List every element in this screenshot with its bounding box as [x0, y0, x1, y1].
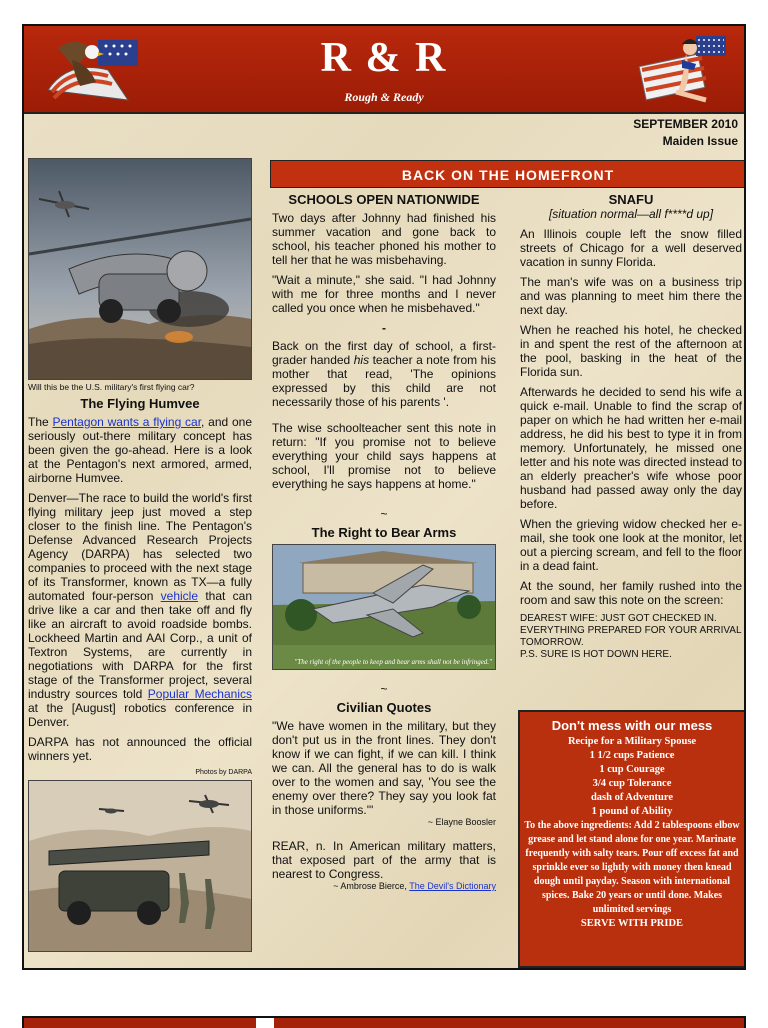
snafu-headline: SNAFU	[608, 192, 654, 207]
schools-paragraph-2: "Wait a minute," she said. "I had Johnny with me for three months and I never called you once when he misbehaved."	[272, 273, 496, 315]
masthead	[24, 26, 744, 114]
flying-car-caption: Will this be the U.S. military's first flying car?	[28, 382, 195, 392]
flying-car-photo	[28, 158, 252, 380]
next-page-red-bar-left	[24, 1018, 256, 1028]
recipe-line: 1 1/2 cups Patience	[589, 750, 675, 761]
column-homefront	[272, 158, 496, 897]
recipe-closing: SERVE WITH PRIDE	[580, 918, 684, 929]
humvee-paragraph-2	[28, 491, 252, 729]
pentagon-flying-car-link[interactable]: Pentagon wants a flying car	[52, 415, 202, 429]
text-run: Back on the first day of school, a first-grader handed	[272, 339, 496, 367]
recipe-instructions: To the above ingredients: Add 2 tablespoons elbow grease and let stand alone for one year. Marinate frequently with salty tears. Pour off excess fat and sprinkle ever so lightly with money then knead dough until payday. Season with international spices. Bake 20 years or until done. Makes unlimited servings	[524, 820, 740, 915]
recipe-box	[518, 710, 746, 968]
humvee-paragraph-3: DARPA has not announced the official winners yet.	[28, 735, 252, 763]
recipe-line: 1 pound of Ability	[591, 806, 673, 817]
quote-boosler: "We have women in the military, but they don't put us in the front lines. They don't know if we can fight, if we can kill. I think we can. All the general has to do is walk over to the women and say, 'You see the enemy over there? They say you look fat in those uniforms.'"	[272, 719, 496, 817]
masthead-title: R & R	[320, 35, 448, 81]
jet-on-lawn-photo	[272, 544, 496, 670]
recipe-headline: Don't mess with our mess	[551, 718, 713, 733]
recipe-line: Recipe for a Military Spouse	[567, 736, 697, 747]
issue-date: SEPTEMBER 2010	[633, 117, 738, 131]
jet-photo-frame	[272, 544, 496, 670]
issue-info	[633, 116, 738, 150]
recipe-line: dash of Adventure	[590, 792, 674, 803]
text-run: teacher a note from his mother that read, 'The opinions expressed by this child are not necessarily those of his parents '.	[272, 353, 496, 409]
next-page-edge	[22, 1016, 746, 1028]
recipe-line: 1 cup Courage	[599, 764, 665, 775]
snafu-subtitle: [situation normal—all f****d up]	[548, 207, 714, 221]
quote-bierce-signature	[272, 881, 496, 891]
jet-photo-caption: "The right of the people to keep and bear arms shall not be infringed."	[294, 658, 492, 666]
text-run: at the [August] robotics conference in Denver.	[28, 701, 252, 729]
text-run: ~ Ambrose Bierce,	[333, 881, 410, 891]
text-run: that can drive like a car and then take off and fly like an aircraft to avoid roadside bombs. Lockheed Martin and AAI Corp., a unit of Textron Systems, are currently in negotiations with DARPA for the first stage of the Transformer project, several industry sources told	[28, 589, 252, 701]
separator-tilde-2: ~	[380, 682, 388, 696]
next-page-red-bar-right	[274, 1018, 744, 1028]
schools-paragraph-4: The wise schoolteacher sent this note in return: "If you promise not to believe everything your child says happens at school, I'll promise not to believe everything he says happens at home."	[272, 421, 496, 491]
email-note-1: DEAREST WIFE: JUST GOT CHECKED IN. EVERYTHING PREPARED FOR YOUR ARRIVAL TOMORROW.	[520, 613, 742, 648]
section-banner: BACK ON THE HOMEFRONT	[270, 160, 746, 188]
devils-dictionary-link[interactable]: The Devil's Dictionary	[409, 881, 496, 891]
snafu-paragraph-1: An Illinois couple left the snow filled streets of Chicago for a well deserved vacation in sunny Florida.	[520, 227, 742, 269]
text-run: , and one seriously out-there military concept has been given the go-ahead. Here is a look at the Pentagon's next armored, armed, airborne Humvee.	[28, 415, 252, 485]
newsletter-page	[22, 24, 746, 970]
column-snafu	[520, 158, 742, 661]
vehicle-link[interactable]: vehicle	[160, 589, 199, 603]
schools-paragraph-3	[272, 339, 496, 409]
snafu-paragraph-3: When he reached his hotel, he checked in and spent the rest of the afternoon at the pool, basking in the heat of the Florida sun.	[520, 323, 742, 379]
schools-paragraph-1: Two days after Johnny had finished his summer vacation and gone back to school, his teacher phoned his mother to tell her that he was misbehaving.	[272, 211, 496, 267]
humvee-paragraph-1	[28, 415, 252, 485]
flying-humvee-headline: The Flying Humvee	[80, 396, 200, 411]
popular-mechanics-link[interactable]: Popular Mechanics	[147, 687, 252, 701]
pinup-flag-logo	[636, 30, 736, 110]
quote-boosler-signature: ~ Elayne Boosler	[427, 817, 496, 827]
email-note-2: P.S. SURE IS HOT DOWN HERE.	[520, 649, 672, 660]
separator-dash: -	[382, 321, 386, 335]
schools-headline: SCHOOLS OPEN NATIONWIDE	[288, 192, 480, 207]
column-flying-humvee	[28, 158, 252, 952]
civilian-quotes-headline: Civilian Quotes	[336, 700, 432, 715]
text-run: The	[28, 415, 53, 429]
issue-label: Maiden Issue	[662, 134, 738, 148]
quote-bierce: REAR, n. In American military matters, that exposed part of the army that is nearest to Congress.	[272, 839, 496, 881]
military-vehicle-photo	[28, 780, 252, 952]
recipe-line: 3/4 cup Tolerance	[592, 778, 672, 789]
snafu-paragraph-5: When the grieving widow checked her e-mail, she took one look at the monitor, let out a piercing scream, and fell to the floor in a dead faint.	[520, 517, 742, 573]
separator-tilde: ~	[380, 507, 388, 521]
snafu-paragraph-4: Afterwards he decided to send his wife a quick e-mail. Unable to find the scrap of paper on which he had written her e-mail address, he did his best to type it in from memory. Unfortunately, he missed one letter and his note was directed instead to an elderly preacher's wife whose poor husband had passed away only the day before.	[520, 385, 742, 511]
masthead-subtitle: Rough & Ready	[344, 90, 424, 104]
bear-arms-headline: The Right to Bear Arms	[311, 525, 457, 540]
snafu-paragraph-6: At the sound, her family rushed into the room and saw this note on the screen:	[520, 579, 742, 607]
snafu-paragraph-2: The man's wife was on a business trip and was planning to meet him there the next day.	[520, 275, 742, 317]
text-run: Denver—The race to build the world's first flying military jeep just moved a step closer to the finish line. The Pentagon's Defense Advanced Research Projects Agency (DARPA) has selected two companies to proceed with the next stage of its Transformer, known as TX—a fully automated four-person	[28, 491, 252, 603]
photo-credit: Photos by DARPA	[195, 769, 252, 776]
text-run-italic: his	[353, 353, 370, 367]
